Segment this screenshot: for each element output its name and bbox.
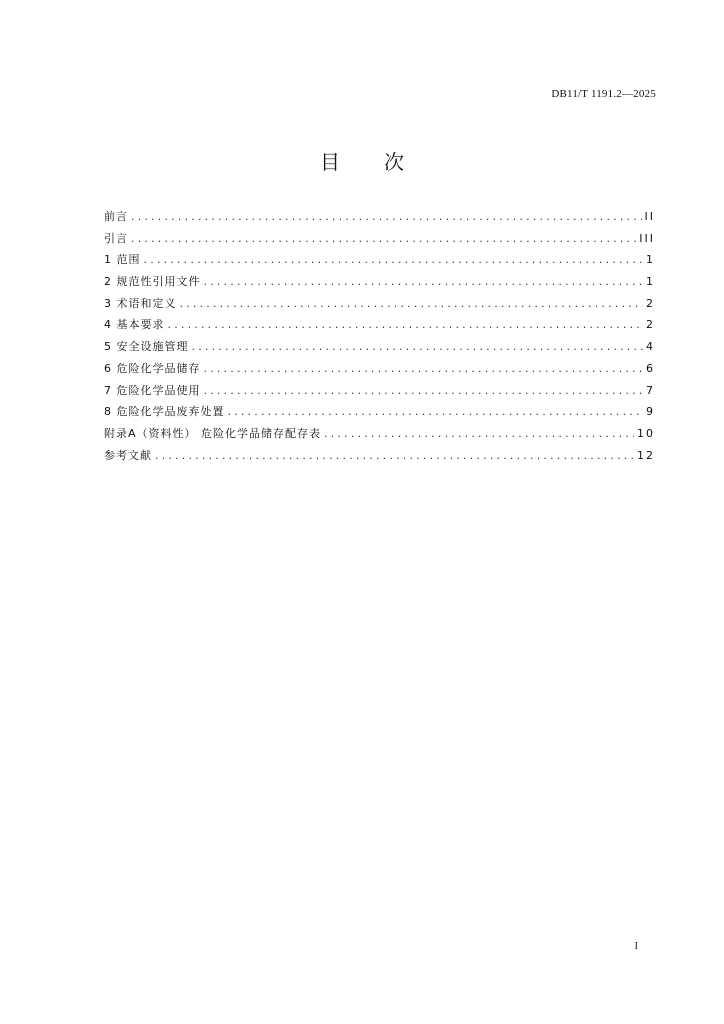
toc-entry-label: 参考文献: [104, 448, 152, 462]
toc-entry-page: 12: [637, 448, 655, 462]
toc-entry-label: 引言: [104, 231, 128, 245]
toc-entry-page: 9: [646, 405, 655, 419]
toc-entry-chemical-use[interactable]: [104, 380, 655, 402]
toc-entry-page: 7: [646, 383, 655, 397]
toc-entry-normative-references[interactable]: [104, 271, 655, 293]
toc-entry-label: 8 危险化学品废弃处置: [104, 405, 225, 419]
toc-entry-label: 7 危险化学品使用: [104, 383, 201, 397]
toc-title: [0, 146, 724, 175]
toc-leader-dots: [131, 206, 642, 228]
toc-leader-dots: [324, 423, 634, 445]
toc-entry-chemical-storage[interactable]: [104, 358, 655, 380]
toc-entry-basic-requirements[interactable]: [104, 314, 655, 336]
toc-entry-safety-facilities[interactable]: [104, 336, 655, 358]
toc-title-left: 目: [320, 150, 340, 174]
toc-leader-dots: [180, 293, 644, 315]
toc-entry-terms-definitions[interactable]: [104, 293, 655, 315]
toc-leader-dots: [144, 249, 644, 271]
toc-title-right: 次: [384, 150, 404, 174]
toc-entry-page: 1: [646, 275, 655, 289]
toc-entry-introduction[interactable]: [104, 228, 655, 250]
toc-entry-page: 2: [646, 296, 655, 310]
toc-entry-label: 2 规范性引用文件: [104, 275, 201, 289]
toc-entry-scope[interactable]: [104, 249, 655, 271]
toc-entry-page: 10: [637, 426, 655, 440]
toc-entry-label: 前言: [104, 210, 128, 223]
toc-entry-page: 2: [646, 318, 655, 332]
toc-entry-page: II: [644, 210, 655, 223]
toc-entry-label: 1 范围: [104, 253, 141, 267]
toc-entry-label: 5 安全设施管理: [104, 340, 189, 354]
toc-leader-dots: [131, 228, 636, 250]
toc-leader-dots: [204, 271, 644, 293]
toc-leader-dots: [204, 358, 644, 380]
toc-entry-foreword[interactable]: [104, 206, 655, 228]
toc-leader-dots: [204, 380, 644, 402]
toc-leader-dots: [192, 336, 644, 358]
toc-leader-dots: [168, 314, 644, 336]
toc-entry-label: 6 危险化学品储存: [104, 361, 201, 375]
toc-entry-page: 4: [646, 340, 655, 354]
toc-leader-dots: [228, 401, 644, 423]
page-number: I: [634, 941, 638, 952]
toc-list: [104, 206, 655, 466]
toc-entry-appendix-a[interactable]: [104, 423, 655, 445]
toc-entry-label: 附录A（资料性） 危险化学品储存配存表: [104, 426, 322, 440]
toc-entry-label: 3 术语和定义: [104, 296, 177, 310]
toc-entry-page: 6: [646, 361, 655, 375]
toc-entry-label: 4 基本要求: [104, 318, 165, 332]
toc-entry-chemical-disposal[interactable]: [104, 401, 655, 423]
document-code: DB11/T 1191.2—2025: [551, 88, 656, 100]
toc-entry-bibliography[interactable]: [104, 445, 655, 467]
toc-leader-dots: [155, 445, 634, 467]
toc-entry-page: III: [639, 231, 655, 245]
toc-entry-page: 1: [646, 253, 655, 267]
